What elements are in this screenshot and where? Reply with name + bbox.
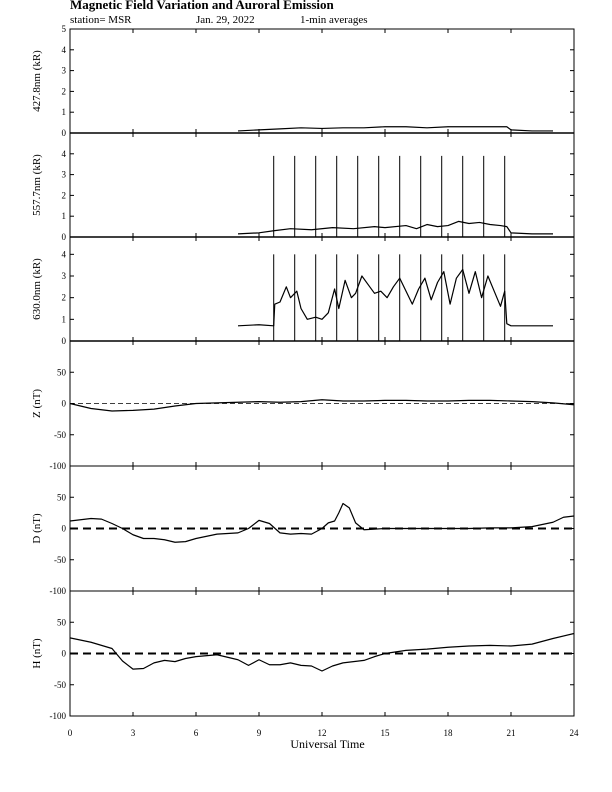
x-axis-label: Universal Time <box>290 737 365 751</box>
panel-h-ytick-label: 50 <box>57 617 66 628</box>
panel-d-series-line <box>70 504 574 543</box>
panel-4278-ylabel: 427.8nm (kR) <box>31 50 43 112</box>
panel-5577-ytick-label: 1 <box>61 211 66 222</box>
panel-6300-ytick-label: 4 <box>61 249 66 260</box>
averaging-label: 1-min averages <box>300 14 368 26</box>
panel-4278-ytick-label: 3 <box>61 65 66 76</box>
x-tick-label: 21 <box>506 728 516 738</box>
x-tick-label: 0 <box>67 728 73 738</box>
panel-z-series-line <box>70 400 574 411</box>
x-tick-label: 9 <box>256 728 262 738</box>
panel-5577-ytick-label: 2 <box>61 190 66 201</box>
panel-4278-ytick-label: 2 <box>61 86 66 97</box>
panel-d-ytick-label: 50 <box>57 492 66 503</box>
panel-5577-series-line <box>238 221 553 233</box>
panel-5577-frame <box>70 133 574 237</box>
panel-h-panel <box>31 591 574 721</box>
x-tick-label: 24 <box>569 728 579 738</box>
panel-h-ylabel: H (nT) <box>31 638 43 669</box>
panel-4278-ytick-label: 5 <box>61 24 66 34</box>
panel-4278-panel <box>31 24 574 138</box>
x-tick-label: 12 <box>317 728 327 738</box>
panel-4278-ytick-label: 1 <box>61 107 66 118</box>
x-tick-label: 15 <box>380 728 390 738</box>
panel-6300-panel <box>31 237 574 346</box>
panel-z-ylabel: Z (nT) <box>31 388 43 419</box>
panel-4278-frame <box>70 29 574 133</box>
x-tick-label: 6 <box>193 728 199 738</box>
panel-5577-panel <box>31 133 574 242</box>
panel-h-ytick-label: -50 <box>54 679 66 690</box>
panel-5577-ytick-label: 4 <box>61 148 66 159</box>
panel-z-ytick-label: 0 <box>61 398 66 409</box>
panel-5577-ylabel: 557.7nm (kR) <box>31 154 43 216</box>
panel-4278-series-line <box>238 127 553 131</box>
panel-d-ytick-label: -50 <box>54 554 66 565</box>
panel-4278-ytick-label: 4 <box>61 44 66 55</box>
panel-z-panel <box>31 341 574 471</box>
panel-z-ytick-label: 50 <box>57 367 66 378</box>
panel-d-ytick-label: 0 <box>61 523 66 534</box>
panel-5577-ytick-label: 0 <box>61 232 66 242</box>
panel-6300-ytick-label: 3 <box>61 271 66 281</box>
panels-group <box>31 24 579 738</box>
panel-d-ytick-label: -100 <box>49 586 66 596</box>
panel-6300-frame <box>70 237 574 341</box>
panel-h-ytick-label: 0 <box>61 648 66 659</box>
panel-5577-ytick-label: 3 <box>61 169 66 180</box>
figure-title: Magnetic Field Variation and Auroral Emission <box>70 0 334 12</box>
panel-6300-ylabel: 630.0nm (kR) <box>31 258 43 320</box>
panel-h-series-line <box>70 634 574 672</box>
x-tick-label: 3 <box>130 728 136 738</box>
panel-d-ylabel: D (nT) <box>31 513 43 544</box>
station-label: station= MSR <box>70 14 132 26</box>
panel-z-ytick-label: -100 <box>49 461 66 471</box>
panel-d-panel <box>31 466 574 596</box>
panel-6300-series-line <box>238 270 553 326</box>
date-label: Jan. 29, 2022 <box>196 14 255 26</box>
panel-h-ytick-label: -100 <box>49 711 66 721</box>
x-tick-label: 18 <box>443 728 453 738</box>
panel-4278-ytick-label: 0 <box>61 128 66 138</box>
panel-6300-ytick-label: 1 <box>61 314 66 325</box>
panel-z-ytick-label: -50 <box>54 429 66 440</box>
panel-6300-ytick-label: 0 <box>61 336 66 346</box>
panel-6300-ytick-label: 2 <box>61 292 66 303</box>
